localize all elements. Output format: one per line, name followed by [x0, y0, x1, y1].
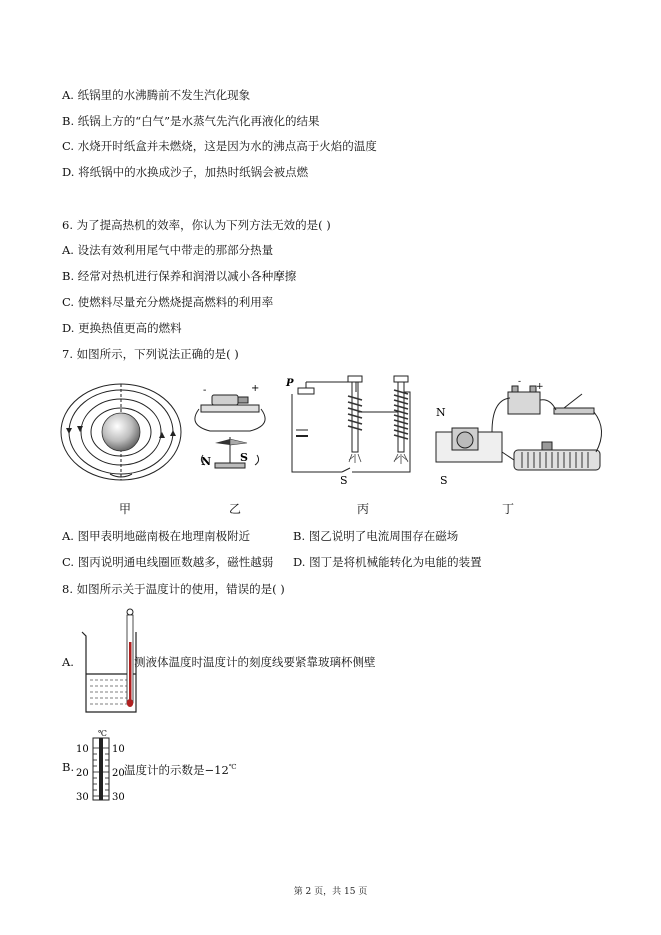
q6-option-a: A. 设法有效利用尾气中带走的那部分热量 [62, 243, 274, 257]
scale-left-10: 10 [76, 744, 89, 755]
fig-label-yi: 乙 [229, 502, 242, 516]
q7-option-a: A. 图甲表明地磁南极在地理南极附近 [62, 529, 251, 543]
q5-option-b: B. 纸锅上方的“白气”是水蒸气先汽化再液化的结果 [62, 114, 320, 128]
fig-q8b-thermometer-scale [72, 728, 132, 802]
q6-option-b: B. 经常对热机进行保养和润滑以减小各种摩擦 [62, 269, 297, 283]
q7-stem: 7. 如图所示，下列说法正确的是( ) [62, 347, 239, 361]
q8-option-a-label: A. [62, 655, 74, 669]
scale-right-30: 30 [112, 792, 125, 802]
yi-n-label: N [201, 455, 212, 468]
q6-option-c: C. 使燃料尽量充分燃烧提高燃料的利用率 [62, 295, 274, 309]
scale-right-10: 10 [112, 744, 125, 755]
fig-label-bing: 丙 [357, 502, 370, 516]
q8-option-a-text: 测液体温度时温度计的刻度线要紧靠玻璃杯侧壁 [134, 655, 376, 669]
fig-ding-motor-setup [432, 380, 612, 490]
bing-p-label: P [286, 378, 294, 389]
q8-option-b-text [124, 760, 237, 777]
q8-stem: 8. 如图所示关于温度计的使用，错误的是( ) [62, 582, 285, 596]
scale-right-20: 20 [112, 768, 125, 779]
bing-s-label: S [340, 474, 348, 487]
q6-option-d: D. 更换热值更高的燃料 [62, 321, 182, 335]
q5-option-d: D. 将纸锅中的水换成沙子，加热时纸锅会被点燃 [62, 165, 309, 179]
ding-plus-mark: + [536, 382, 544, 392]
ding-minus-mark: - [518, 380, 522, 387]
fig-bing-electromagnets [282, 372, 422, 487]
fig-label-ding: 丁 [502, 502, 515, 516]
fig-q8a-beaker-thermometer [80, 604, 142, 716]
scale-unit: ℃ [98, 729, 107, 738]
q8-option-b-reading: 温度计的示数是−12 [124, 762, 229, 777]
scale-left-20: 20 [76, 768, 89, 779]
q8-option-b-unit: ℃ [228, 763, 237, 771]
scale-left-30: 30 [76, 792, 89, 802]
yi-plus-mark: + [251, 385, 260, 394]
q5-option-a: A. 纸锅里的水沸腾前不发生汽化现象 [62, 88, 251, 102]
fig-jia-earth-magnetic-field [60, 382, 182, 484]
q5-option-c: C. 水烧开时纸盒并未燃烧，这是因为水的沸点高于火焰的温度 [62, 139, 377, 153]
fig-yi-oersted-experiment [185, 385, 275, 477]
ding-s-label: S [440, 474, 448, 487]
yi-s-label: S [240, 451, 248, 464]
page-footer: 第 2 页，共 15 页 [293, 887, 368, 897]
q7-option-b: B. 图乙说明了电流周围存在磁场 [293, 529, 459, 543]
q8-option-b-label: B. [62, 760, 75, 774]
ding-n-label: N [436, 406, 446, 419]
q6-stem: 6. 为了提高热机的效率，你认为下列方法无效的是( ) [62, 218, 331, 232]
q7-option-d: D. 图丁是将机械能转化为电能的装置 [293, 555, 482, 569]
yi-minus-mark: - [203, 385, 207, 396]
q7-option-c: C. 图丙说明通电线圈匝数越多，磁性越弱 [62, 555, 274, 569]
fig-label-jia: 甲 [119, 502, 132, 516]
